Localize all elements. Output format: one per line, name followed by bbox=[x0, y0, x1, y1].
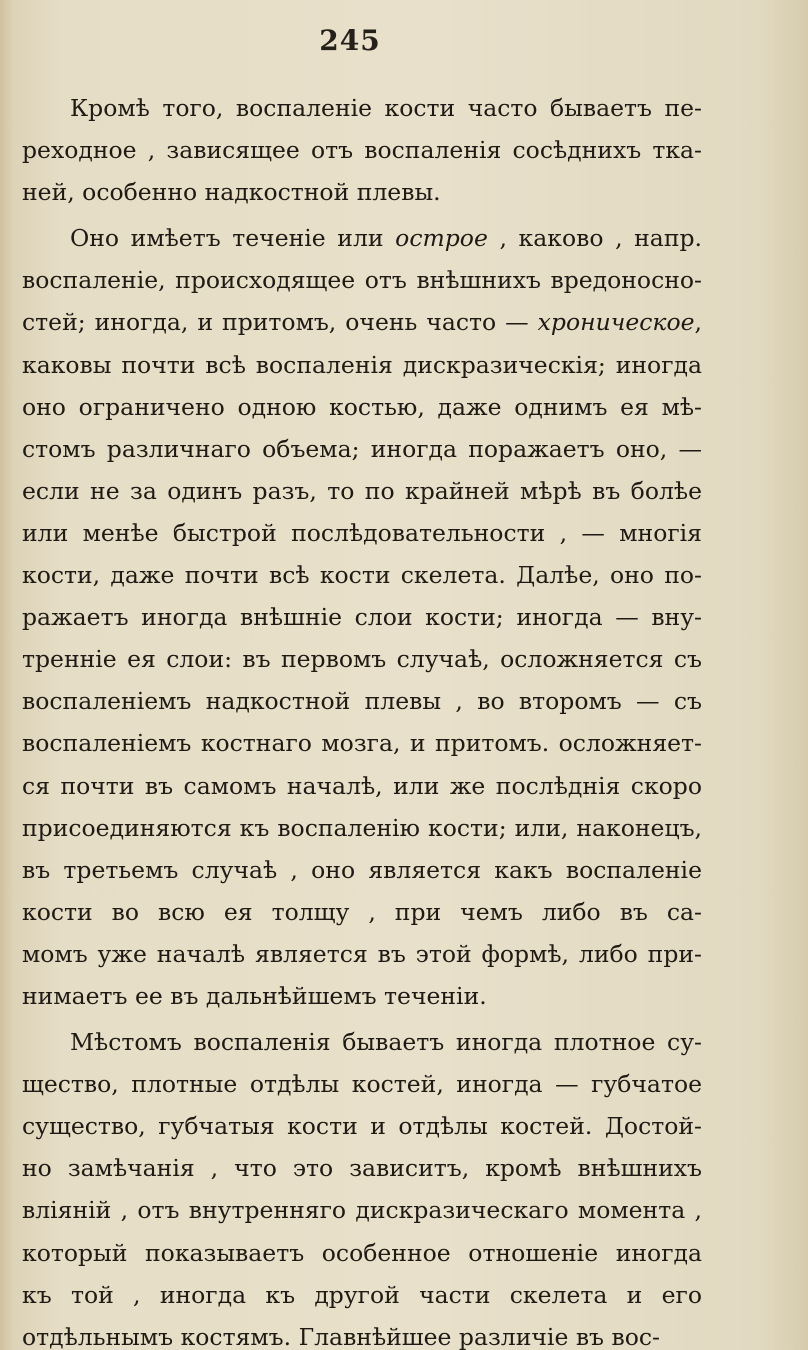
text-line: къ той , иногда къ другой части скелета и его bbox=[22, 1280, 702, 1309]
text-line: или менѣе быстрой послѣдовательности , — многія bbox=[22, 518, 702, 547]
text-line: если не за одинъ разъ, то по крайней мѣрѣ въ болѣе bbox=[22, 476, 702, 505]
text-line: нимаетъ ее въ дальнѣйшемъ теченіи. bbox=[22, 981, 487, 1010]
text-line bbox=[22, 217, 702, 259]
text-line: вліяній , отъ внутренняго дискразическаго момента , bbox=[22, 1196, 702, 1225]
text-line bbox=[22, 301, 702, 343]
text-line: который показываетъ особенное отношеніе иногда bbox=[22, 1238, 702, 1267]
text-line: щество, плотные отдѣлы костей, иногда — губчатое bbox=[22, 1070, 702, 1099]
text-line: Кромѣ того, воспаленіе кости часто бываетъ пе- bbox=[70, 94, 702, 122]
text-line: въ третьемъ случаѣ , оно является какъ воспаленіе bbox=[22, 855, 702, 884]
text-line: воспаленіемъ надкостной плевы , во второмъ — съ bbox=[22, 687, 702, 716]
text-line: стомъ различнаго объема; иногда поражаетъ оно, — bbox=[22, 434, 702, 463]
text-line: присоединяются къ воспаленію кости; или, наконецъ, bbox=[22, 813, 702, 842]
text-line: ся почти въ самомъ началѣ, или же послѣднія скоро bbox=[22, 771, 702, 800]
page-number: 245 bbox=[319, 24, 381, 57]
text-line: реходное , зависящее отъ воспаленія сосѣднихъ тка- bbox=[22, 136, 702, 165]
text-run: стей; иногда, и притомъ, очень часто — bbox=[22, 308, 538, 337]
text-line: ражаетъ иногда внѣшніе слои кости; иногда — вну- bbox=[22, 603, 702, 632]
text-line: ней, особенно надкостной плевы. bbox=[22, 178, 441, 207]
text-run: , каково , напр. bbox=[487, 224, 702, 253]
text-line: момъ уже началѣ является въ этой формѣ, либо при- bbox=[22, 939, 702, 968]
text-line: оно ограничено одною костью, даже однимъ ея мѣ- bbox=[22, 392, 702, 421]
text-line: Мѣстомъ воспаленія бываетъ иногда плотное су- bbox=[70, 1028, 702, 1057]
text-line: кости во всю ея толщу , при чемъ либо въ са- bbox=[22, 897, 702, 926]
italic-term: острое bbox=[395, 224, 488, 253]
text-line: существо, губчатыя кости и отдѣлы костей. Достой- bbox=[22, 1112, 702, 1141]
text-line: отдѣльнымъ костямъ. Главнѣйшее различіе въ вос- bbox=[22, 1322, 660, 1350]
italic-term: хроническое bbox=[537, 308, 695, 337]
text-line: тренніе ея слои: въ первомъ случаѣ, осложняется съ bbox=[22, 645, 702, 674]
text-line: воспаленіемъ костнаго мозга, и притомъ. осложняет- bbox=[22, 729, 702, 758]
text-run: , bbox=[694, 308, 702, 337]
text-line: воспаленіе, происходящее отъ внѣшнихъ вредоносно- bbox=[22, 266, 702, 295]
text-line: каковы почти всѣ воспаленія дискразическія; иногда bbox=[22, 350, 702, 379]
body-text bbox=[22, 87, 702, 1350]
text-run: Оно имѣетъ теченіе или bbox=[70, 224, 396, 253]
text-line: кости, даже почти всѣ кости скелета. Далѣе, оно по- bbox=[22, 561, 702, 590]
text-line: но замѣчанія , что это зависитъ, кромѣ внѣшнихъ bbox=[22, 1154, 702, 1183]
